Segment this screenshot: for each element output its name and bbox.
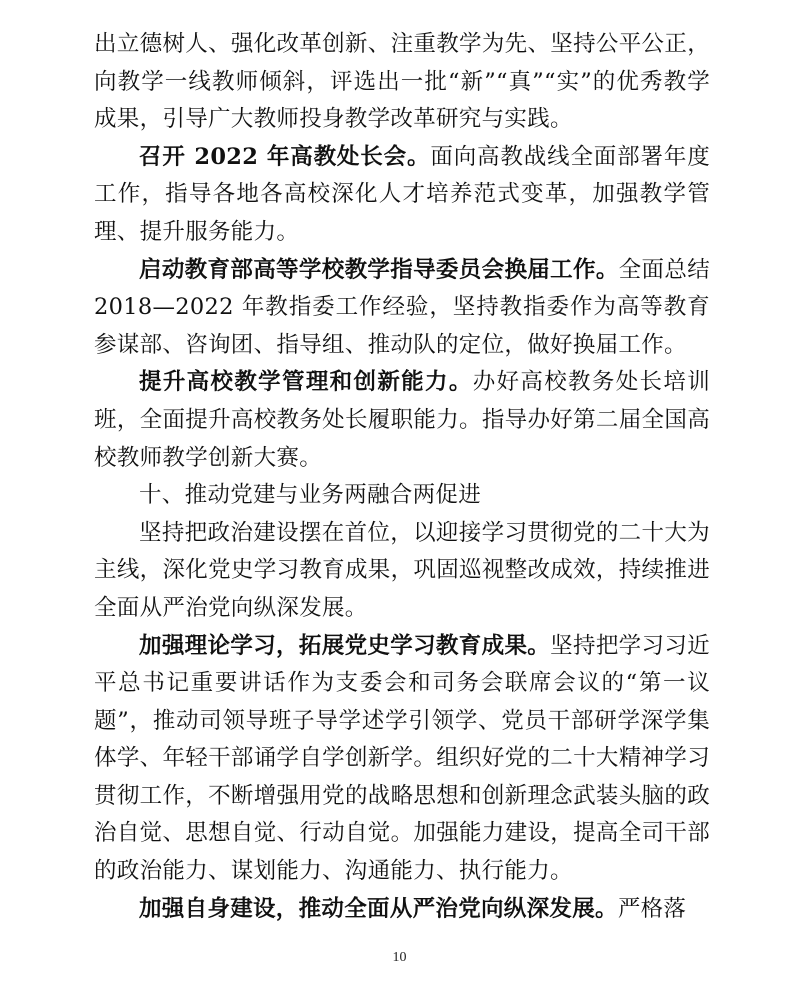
paragraph-continued: [94, 26, 710, 139]
page-number: 10: [392, 950, 407, 965]
document-body: [94, 26, 710, 928]
paragraph-text: 坚持把学习习近平总书记重要讲话作为支委会和司务会联席会议的“第一议题”，推动司领导班子导学述学引领学、党员干部研学深学集体学、年轻干部诵学自学创新学。组织好党的二十大精神学习贯彻工作，不断增强用党的战略思想和创新理念武装头脑的政治自觉、思想自觉、行动自觉。加强能力建设，提高全司干部的政治能力、谋划能力、沟通能力、执行能力。: [94, 632, 710, 885]
paragraph-text: 全面总结 2018—2022 年教指委工作经验，坚持教指委作为高等教育参谋部、咨询团、指导组、推动队的定位，做好换届工作。: [94, 256, 710, 358]
paragraph-jiaozhiwei: [94, 252, 710, 365]
section-heading: 十、推动党建与业务两融合两促进: [139, 482, 482, 509]
paragraph-gaojiao-meeting: [94, 139, 710, 252]
paragraph-lead: 提升高校教学管理和创新能力。: [139, 369, 473, 396]
paragraph-lead: 加强理论学习，拓展党史学习教育成果。: [139, 632, 551, 659]
paragraph-text: 严格落: [617, 895, 687, 922]
paragraph-lead: 启动教育部高等学校教学指导委员会换届工作。: [139, 256, 619, 283]
paragraph-text: 出立德树人、强化改革创新、注重教学为先、坚持公平公正，向教学一线教师倾斜，评选出一批“新”“真”“实”的优秀教学成果，引导广大教师投身教学改革研究与实践。: [94, 31, 710, 133]
paragraph-text: 坚持把政治建设摆在首位，以迎接学习贯彻党的二十大为主线，深化党史学习教育成果，巩固巡视整改成效，持续推进全面从严治党向纵深发展。: [94, 519, 710, 621]
paragraph-lead: 加强自身建设，推动全面从严治党向纵深发展。: [139, 895, 618, 922]
paragraph-political-building: [94, 515, 710, 628]
paragraph-theory-study: [94, 628, 710, 891]
paragraph-text: 面向高教战线全面部署年度工作，指导各地各高校深化人才培养范式变革，加强教学管理、提升服务能力。: [94, 143, 710, 245]
paragraph-lead: 召开 2022 年高教处长会。: [139, 143, 431, 170]
paragraph-self-building: [94, 891, 710, 929]
paragraph-text: 办好高校教务处长培训班，全面提升高校教务处长履职能力。指导办好第二届全国高校教师教学创新大赛。: [94, 369, 710, 471]
paragraph-teaching-management: [94, 364, 710, 477]
